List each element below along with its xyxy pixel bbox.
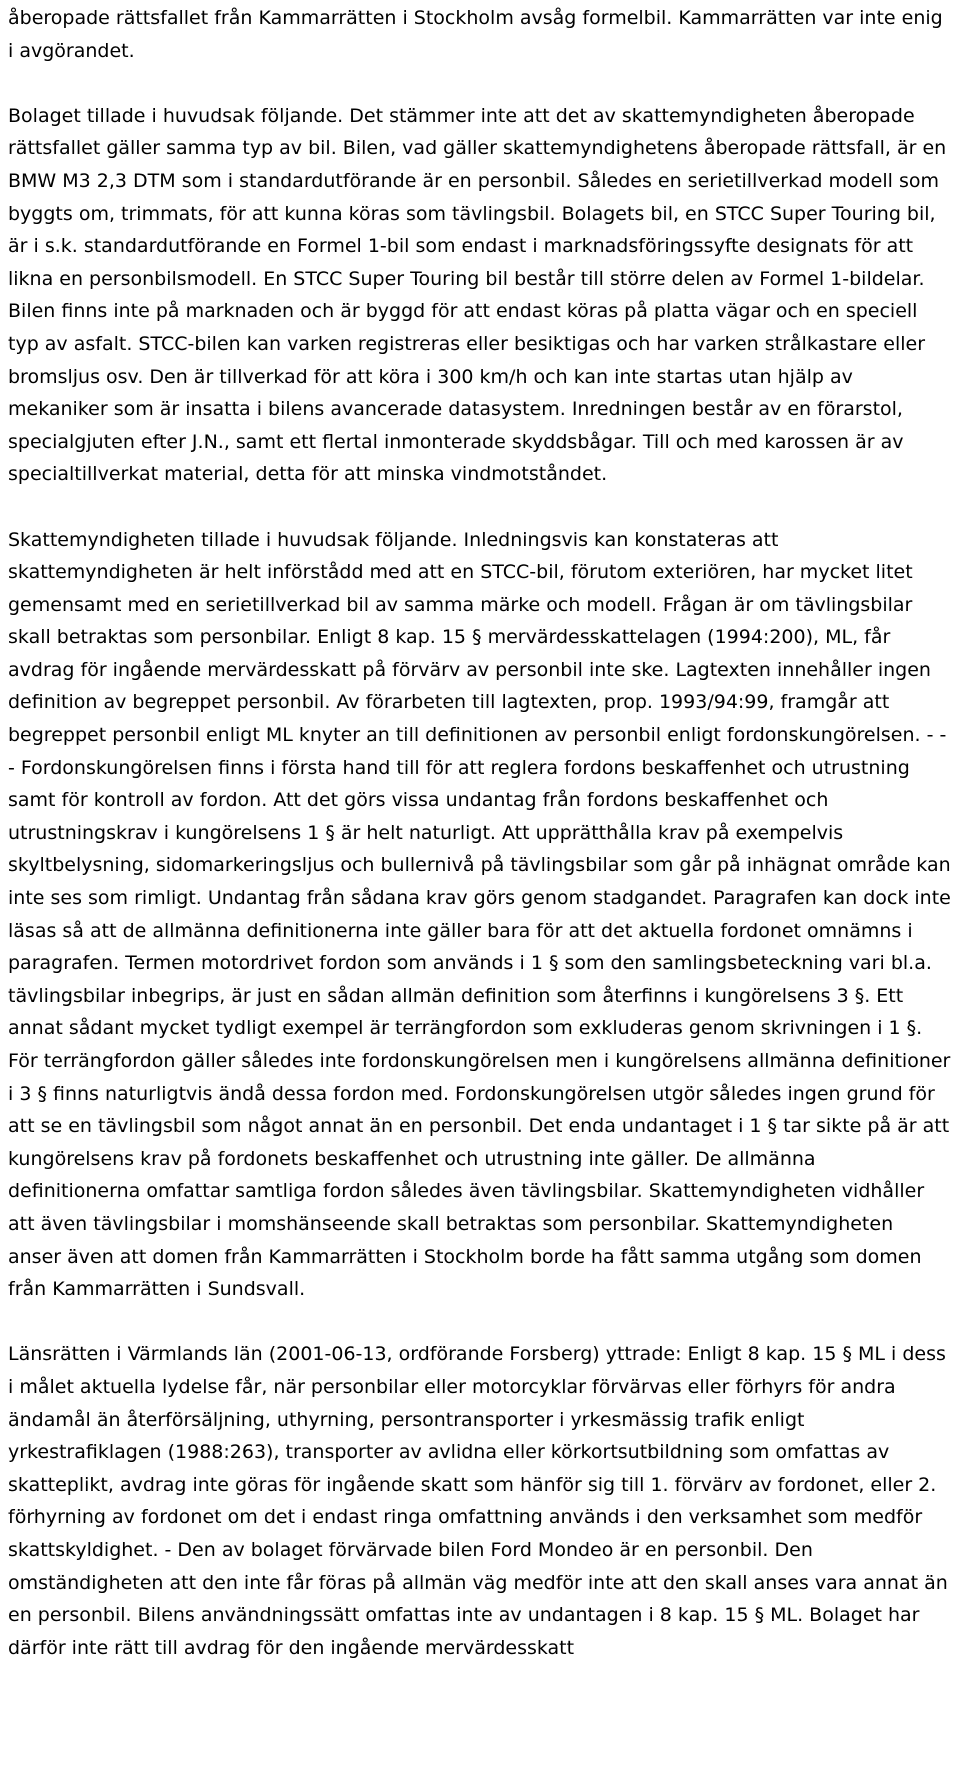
paragraph-company-statement: Bolaget tillade i huvudsak följande. Det stämmer inte att det av skattemyndigheten åberopade rättsfallet gäller samma typ av bil. Bilen, vad gäller skattemyndighetens åberopade rättsfall, är en BMW M3 2,3 DTM som i standardutförande är en personbil. Således en serietillverkad modell som byggts om, trimmats, för att kunna köras som tävlingsbil. Bolagets bil, en STCC Super Touring bil, är i s.k. standardutförande en Formel 1-bil som endast i marknadsföringssyfte designats för att likna en personbilsmodell. En STCC Super Touring bil består till större delen av Formel 1-bildelar. Bilen finns inte på marknaden och är byggd för att endast köras på platta vägar och en speciell typ av asfalt. STCC-bilen kan varken registreras eller besiktigas och har varken strålkastare eller bromsljus osv. Den är tillverkad för att köra i 300 km/h och kan inte startas utan hjälp av mekaniker som är insatta i bilens avancerade datasystem. Inredningen består av en förarstol, specialgjuten efter J.N., samt ett flertal inmonterade skyddsbågar. Till och med karossen är av specialtillverkat material, detta för att minska vindmotståndet.: [8, 104, 947, 486]
paragraph-tax-authority-statement: Skattemyndigheten tillade i huvudsak följande. Inledningsvis kan konstateras att skattemyndigheten är helt införstådd med att en STCC-bil, förutom exteriören, har mycket litet gemensamt med en serietillverkad bil av samma märke och modell. Frågan är om tävlingsbilar skall betraktas som personbilar. Enligt 8 kap. 15 § mervärdesskattelagen (1994:200), ML, får avdrag för ingående mervärdesskatt på förvärv av personbil inte ske. Lagtexten innehåller ingen definition av begreppet personbil. Av förarbeten till lagtexten, prop. 1993/94:99, framgår att begreppet personbil enligt ML knyter an till definitionen av personbil enligt fordonskungörelsen. - - - Fordonskungörelsen finns i första hand till för att reglera fordons beskaffenhet och utrustning samt för kontroll av fordon. Att det görs vissa undantag från fordons beskaffenhet och utrustningskrav i kungörelsens 1 § är helt naturligt. Att upprätthålla krav på exempelvis skyltbelysning, sidomarkeringsljus och bullernivå på tävlingsbilar som går på inhägnat område kan inte ses som rimligt. Undantag från sådana krav görs genom stadgandet. Paragrafen kan dock inte läsas så att de allmänna definitionerna inte gäller bara för att det aktuella fordonet omnämns i paragrafen. Termen motordrivet fordon som används i 1 § som den samlingsbeteckning vari bl.a. tävlingsbilar inbegrips, är just en sådan allmän definition som återfinns i kungörelsens 3 §. Ett annat sådant mycket tydligt exempel är terrängfordon som exkluderas genom skrivningen i 1 §. För terrängfordon gäller således inte fordonskungörelsen men i kungörelsens allmänna definitioner i 3 § finns naturligtvis ändå dessa fordon med. Fordonskungörelsen utgör således ingen grund för att se en tävlingsbil som något annat än en personbil. Det enda undantaget i 1 § tar sikte på är att kungörelsens krav på fordonets beskaffenhet och utrustning inte gäller. De allmänna definitionerna omfattar samtliga fordon således även tävlingsbilar. Skattemyndigheten vidhåller att även tävlingsbilar i momshänseende skall betraktas som personbilar. Skattemyndigheten anser även att domen från Kammarrätten i Stockholm borde ha fått samma utgång som domen från Kammarrätten i Sundsvall.: [8, 528, 951, 1301]
paragraph-case-reference: åberopade rättsfallet från Kammarrätten i Stockholm avsåg formelbil. Kammarrätten var inte enig i avgörandet.: [8, 7, 943, 62]
paragraph-county-court-ruling: Länsrätten i Värmlands län (2001-06-13, ordförande Forsberg) yttrade: Enligt 8 kap. 15 § ML i dess i målet aktuella lydelse får, när personbilar eller motorcyklar förvärvas eller förhyrs för andra ändamål än återförsäljning, uthyrning, persontransporter i yrkesmässig trafik enligt yrkestrafiklagen (1988:263), transporter av avlidna eller körkortsutbildning som omfattas av skatteplikt, avdrag inte göras för ingående skatt som hänför sig till 1. förvärv av fordonet, eller 2. förhyrning av fordonet om det i endast ringa omfattning används i den verksamhet som medför skattskyldighet. - Den av bolaget förvärvade bilen Ford Mondeo är en personbil. Den omständigheten att den inte får föras på allmän väg medför inte att den skall anses vara annat än en personbil. Bilens användningssätt omfattas inte av undantagen i 8 kap. 15 § ML. Bolaget har därför inte rätt till avdrag för den ingående mervärdesskatt: [8, 1343, 948, 1659]
